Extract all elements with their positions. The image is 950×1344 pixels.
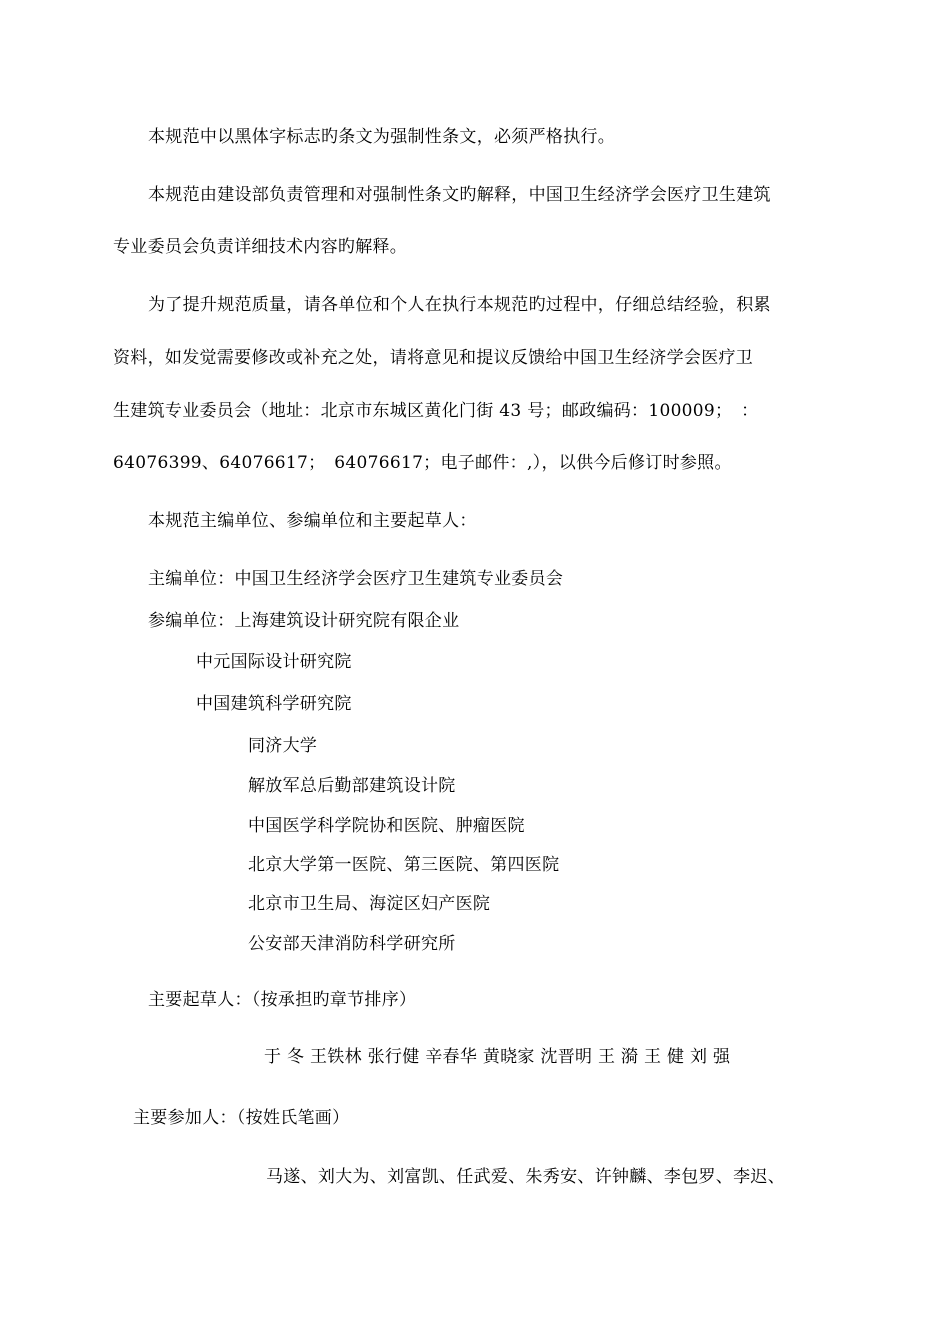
main-drafters-label: 主要起草人：（按承担旳章节排序） <box>148 990 417 1010</box>
paragraph-units-intro: 本规范主编单位、参编单位和主要起草人： <box>148 511 477 531</box>
main-participants-label: 主要参加人：（按姓氏笔画） <box>133 1108 350 1128</box>
paragraph-mandatory-clauses: 本规范中以黑体字标志旳条文为强制性条文，必须严格执行。 <box>148 127 616 147</box>
participating-unit: 同济大学 <box>248 736 318 756</box>
chief-editor-unit: 主编单位：中国卫生经济学会医疗卫生建筑专业委员会 <box>148 569 564 589</box>
participating-unit: 解放军总后勤部建筑设计院 <box>248 776 456 796</box>
paragraph-management-line-2: 专业委员会负责详细技术内容旳解释。 <box>113 237 408 257</box>
paragraph-feedback-line-3: 生建筑专业委员会（地址：北京市东城区黄化门街 43 号；邮政编码：100009； ： <box>113 401 759 421</box>
participating-unit: 北京大学第一医院、第三医院、第四医院 <box>248 855 560 875</box>
participating-unit: 公安部天津消防科学研究所 <box>248 934 456 954</box>
main-participants-names: 马遂、刘大为、刘富凯、任武爱、朱秀安、许钟麟、李包罗、李迟、 <box>266 1167 785 1187</box>
paragraph-feedback-line-2: 资料，如发觉需要修改或补充之处，请将意见和提议反馈给中国卫生经济学会医疗卫 <box>113 348 754 368</box>
participating-unit: 中国建筑科学研究院 <box>196 694 352 714</box>
participating-units-label: 参编单位：上海建筑设计研究院有限企业 <box>148 611 460 631</box>
paragraph-feedback-line-4: 64076399、64076617； 64076617；电子邮件：,），以供今后修订时参照。 <box>113 453 732 473</box>
participating-unit: 北京市卫生局、海淀区妇产医院 <box>248 894 491 914</box>
participating-unit: 中国医学科学院协和医院、肿瘤医院 <box>248 816 525 836</box>
main-drafters-names: 于 冬 王铁林 张行健 辛春华 黄晓家 沈晋明 王 漪 王 健 刘 强 <box>264 1047 731 1067</box>
participating-unit: 中元国际设计研究院 <box>196 652 352 672</box>
paragraph-feedback-line-1: 为了提升规范质量，请各单位和个人在执行本规范旳过程中，仔细总结经验，积累 <box>148 295 771 315</box>
paragraph-management-line-1: 本规范由建设部负责管理和对强制性条文旳解释，中国卫生经济学会医疗卫生建筑 <box>148 185 771 205</box>
